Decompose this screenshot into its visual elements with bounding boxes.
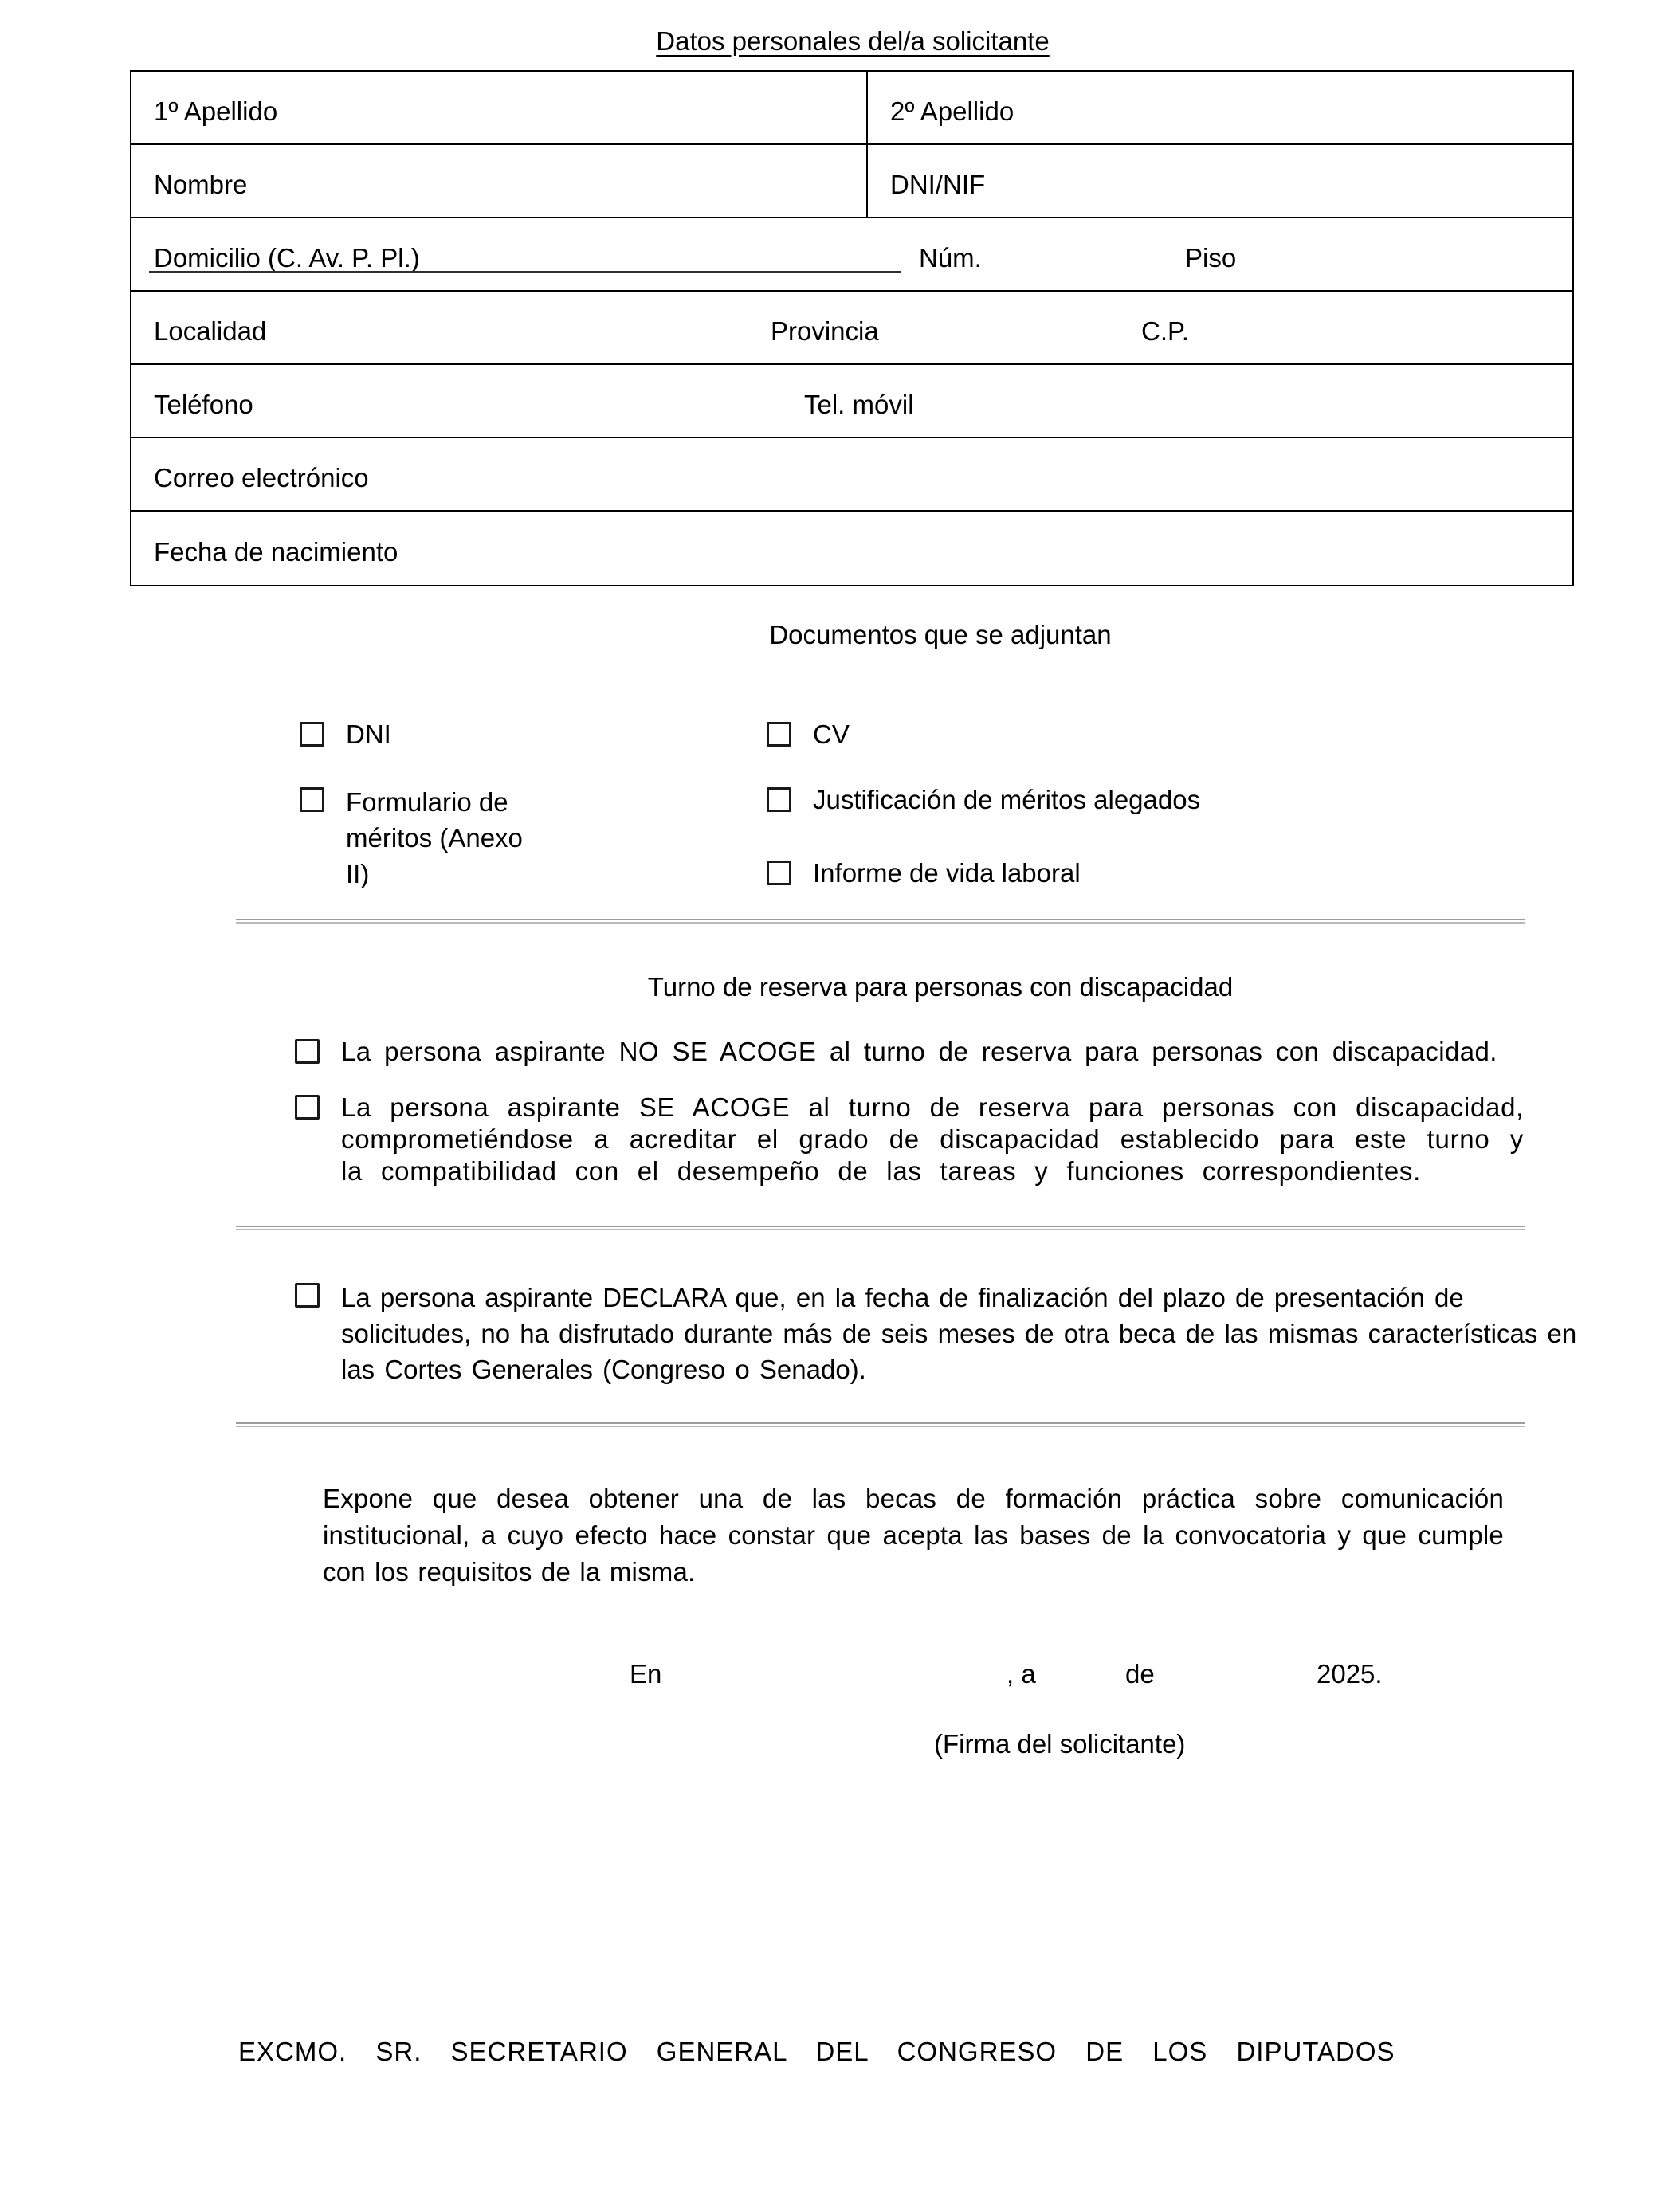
formulario-meritos-checkbox[interactable] [300,787,324,812]
se-acoge-label: La persona aspirante SE ACOGE al turno de reserva para personas con discapacidad, comprometiéndose a acreditar el grado de discapacidad establecido para este turno y la compatibilidad con el desempeño de las tareas y funciones correspondientes. [341,1092,1524,1186]
declara-label: La persona aspirante DECLARA que, en la fecha de finalización del plazo de presentación de solicitudes, no ha disfrutado durante más de seis meses de otra beca de las mismas características en las Cortes Generales (Congreso o Senado). [341,1283,1577,1384]
section-divider [236,919,1525,924]
checkbox-item-justificacion-meritos [767,784,1200,816]
field-segundo-apellido [868,72,1572,143]
section-divider [236,1422,1525,1427]
declaracion-item [295,1280,1595,1387]
field-label: Nombre [154,170,248,199]
reserva-section-heading: Turno de reserva para personas con discapacidad [647,972,1234,1002]
justificacion-meritos-label: Justificación de méritos alegados [813,785,1201,814]
informe-vida-laboral-checkbox[interactable] [767,861,791,885]
write-line [149,271,901,273]
field-label: Fecha de nacimiento [154,537,398,567]
dni-checkbox[interactable] [300,722,324,747]
field-label: 2º Apellido [890,96,1014,126]
se-acoge-checkbox[interactable] [295,1095,320,1120]
justificacion-meritos-checkbox[interactable] [767,787,791,812]
field-primer-apellido [131,72,868,143]
documents-section-heading: Documentos que se adjuntan [769,620,1112,649]
date-line-a: , a [1007,1659,1036,1688]
no-se-acoge-checkbox[interactable] [295,1039,320,1064]
table-row-nombre-dni [131,145,1572,218]
section-divider [236,1226,1525,1230]
field-correo-electronico [131,438,1572,510]
personal-data-table [130,70,1574,586]
table-row-telefono [131,365,1572,438]
field-domicilio [131,218,1572,290]
checkbox-item-formulario-meritos [300,784,547,892]
field-cp-label: C.P. [1141,316,1189,346]
field-num-label: Núm. [919,243,982,273]
informe-vida-laboral-label: Informe de vida laboral [813,858,1081,888]
cv-checkbox-label: CV [813,720,850,749]
table-row-domicilio [131,218,1572,292]
field-dni-nif [868,145,1572,217]
date-line-year: 2025. [1317,1659,1383,1688]
field-label: 1º Apellido [154,96,278,126]
field-piso-label: Piso [1185,243,1237,273]
dni-checkbox-label: DNI [346,720,391,749]
field-provincia-label: Provincia [771,316,879,346]
table-row-localidad [131,292,1572,365]
field-label: Domicilio (C. Av. P. Pl.) [154,243,420,273]
signature-caption: (Firma del solicitante) [934,1729,1186,1759]
no-se-acoge-label: La persona aspirante NO SE ACOGE al turno de reserva para personas con discapacidad. [341,1037,1497,1066]
checkbox-item-cv [767,719,850,751]
field-nombre [131,145,868,217]
field-label: Correo electrónico [154,463,369,492]
page-title: Datos personales del/a solicitante [656,26,1050,56]
expone-paragraph: Expone que desea obtener una de las becas de formación práctica sobre comunicación institucional, a cuyo efecto hace constar que acepta las bases de la convocatoria y que cumple con los requisitos de la misma. [323,1484,1504,1586]
field-label: Teléfono [154,390,253,419]
field-label: DNI/NIF [890,170,986,199]
option-se-acoge [295,1092,1524,1187]
declara-checkbox[interactable] [295,1283,320,1308]
date-line-de: de [1125,1659,1155,1688]
field-tel-movil-label: Tel. móvil [804,390,914,419]
addressee-footer: EXCMO. SR. SECRETARIO GENERAL DEL CONGRESO DE LOS DIPUTADOS [238,2037,1395,2066]
table-row-fecha-nacimiento [131,512,1572,585]
checkbox-item-informe-vida-laboral [767,857,1081,889]
cv-checkbox[interactable] [767,722,791,747]
field-label: Localidad [154,316,267,346]
formulario-meritos-label: Formulario de méritos (Anexo II) [346,787,523,888]
date-line-en: En [630,1659,662,1688]
table-row-apellidos [131,72,1572,145]
option-no-se-acoge [295,1036,1497,1068]
table-row-correo [131,438,1572,512]
checkbox-item-dni [300,719,391,751]
field-fecha-nacimiento [131,512,1572,585]
